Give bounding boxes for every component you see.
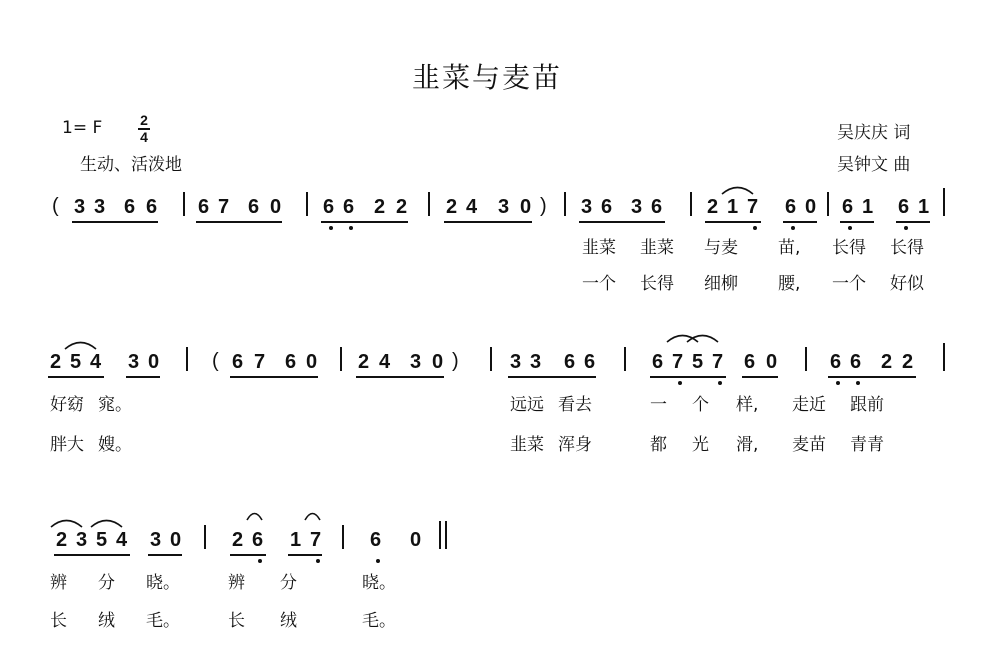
note-digit: 1 bbox=[862, 196, 874, 218]
beam-underline bbox=[126, 376, 160, 378]
note-digit: 6 bbox=[601, 196, 613, 218]
lyric-verse1: 韭菜 bbox=[582, 238, 616, 258]
low-octave-dot bbox=[848, 226, 852, 230]
note-digit: 0 bbox=[805, 196, 817, 218]
note-digit: 3 bbox=[530, 351, 542, 373]
lyric-verse1: 与麦 bbox=[704, 238, 738, 258]
lyric-verse2: 青青 bbox=[850, 435, 884, 455]
lyric-verse1: 分 bbox=[98, 573, 115, 593]
lyric-verse2: 长 bbox=[228, 611, 245, 631]
note-digit: 5 bbox=[692, 351, 704, 373]
lyric-verse2: 细柳 bbox=[704, 274, 738, 294]
note-digit: 3 bbox=[150, 529, 162, 551]
beam-underline bbox=[579, 221, 665, 223]
note-digit: 1 bbox=[727, 196, 739, 218]
lyric-verse2: 滑, bbox=[736, 435, 759, 455]
note-digit: 6 bbox=[842, 196, 854, 218]
note-digit: 6 bbox=[343, 196, 355, 218]
note-digit: 7 bbox=[747, 196, 759, 218]
lyric-verse2: 一个 bbox=[832, 274, 866, 294]
bar-line bbox=[342, 525, 344, 549]
note-digit: 7 bbox=[310, 529, 322, 551]
low-octave-dot bbox=[904, 226, 908, 230]
note-digit: 0 bbox=[520, 196, 532, 218]
composer-credit: 吴钟文 曲 bbox=[837, 155, 911, 175]
note-digit: 3 bbox=[74, 196, 86, 218]
note-digit: 0 bbox=[170, 529, 182, 551]
note-digit: 6 bbox=[830, 351, 842, 373]
bar-line bbox=[943, 343, 945, 371]
low-octave-dot bbox=[376, 559, 380, 563]
lyric-verse2: 绒 bbox=[98, 611, 115, 631]
lyric-verse2: 韭菜 bbox=[510, 435, 544, 455]
beam-underline bbox=[742, 376, 778, 378]
note-digit: 6 bbox=[744, 351, 756, 373]
lyric-verse1: 走近 bbox=[792, 395, 826, 415]
lyric-verse1: 韭菜 bbox=[640, 238, 674, 258]
lyric-verse1: 样, bbox=[736, 395, 759, 415]
lyric-verse2: 腰, bbox=[778, 274, 801, 294]
beam-underline bbox=[230, 376, 318, 378]
lyric-verse2: 一个 bbox=[582, 274, 616, 294]
note-digit: 0 bbox=[270, 196, 282, 218]
note-digit: 6 bbox=[584, 351, 596, 373]
time-signature-numerator: 2 bbox=[140, 112, 148, 128]
note-digit: 6 bbox=[198, 196, 210, 218]
lyric-verse2: 都 bbox=[650, 435, 667, 455]
beam-underline bbox=[230, 554, 266, 556]
note-digit: 6 bbox=[370, 529, 382, 551]
lyric-verse1: 好窈 bbox=[50, 395, 84, 415]
note-digit: 3 bbox=[498, 196, 510, 218]
note-digit: 6 bbox=[898, 196, 910, 218]
note-digit: 0 bbox=[766, 351, 778, 373]
slur-mark bbox=[303, 509, 322, 521]
bar-line bbox=[690, 192, 692, 216]
beam-underline bbox=[321, 221, 408, 223]
bar-line bbox=[490, 347, 492, 371]
slur-mark bbox=[720, 183, 755, 195]
note-digit: 0 bbox=[410, 529, 422, 551]
bar-line bbox=[340, 347, 342, 371]
note-digit: 5 bbox=[70, 351, 82, 373]
note-digit: 6 bbox=[146, 196, 158, 218]
note-digit: 3 bbox=[510, 351, 522, 373]
low-octave-dot bbox=[856, 381, 860, 385]
note-digit: 2 bbox=[374, 196, 386, 218]
note-digit: 7 bbox=[712, 351, 724, 373]
note-digit: 3 bbox=[128, 351, 140, 373]
lyric-verse2: 嫂。 bbox=[98, 435, 132, 455]
slur-mark bbox=[245, 509, 264, 521]
lyric-verse1: 晓。 bbox=[362, 573, 396, 593]
note-digit: 2 bbox=[881, 351, 893, 373]
low-octave-dot bbox=[329, 226, 333, 230]
note-digit: 3 bbox=[76, 529, 88, 551]
lyric-verse1: 远远 bbox=[510, 395, 544, 415]
beam-underline bbox=[288, 554, 322, 556]
note-digit: 7 bbox=[218, 196, 230, 218]
close-paren: ) bbox=[540, 195, 547, 217]
beam-underline bbox=[48, 376, 104, 378]
time-signature-denominator: 4 bbox=[140, 129, 148, 145]
note-digit: 6 bbox=[124, 196, 136, 218]
lyric-verse2: 毛。 bbox=[146, 611, 180, 631]
lyric-verse1: 辨 bbox=[50, 573, 67, 593]
note-digit: 6 bbox=[285, 351, 297, 373]
note-digit: 6 bbox=[651, 196, 663, 218]
note-digit: 2 bbox=[358, 351, 370, 373]
lyric-verse2: 胖大 bbox=[50, 435, 84, 455]
slur-mark bbox=[63, 338, 98, 350]
note-digit: 6 bbox=[652, 351, 664, 373]
slur-mark bbox=[685, 331, 720, 343]
note-digit: 2 bbox=[902, 351, 914, 373]
note-digit: 2 bbox=[446, 196, 458, 218]
lyric-verse1: 窕。 bbox=[98, 395, 132, 415]
note-digit: 0 bbox=[306, 351, 318, 373]
lyric-verse1: 个 bbox=[692, 395, 709, 415]
lyric-verse2: 长 bbox=[50, 611, 67, 631]
note-digit: 1 bbox=[918, 196, 930, 218]
note-digit: 0 bbox=[432, 351, 444, 373]
bar-line bbox=[306, 192, 308, 216]
beam-underline bbox=[54, 554, 130, 556]
note-digit: 6 bbox=[252, 529, 264, 551]
note-digit: 3 bbox=[631, 196, 643, 218]
note-digit: 6 bbox=[232, 351, 244, 373]
bar-line bbox=[564, 192, 566, 216]
song-title: 韭菜与麦苗 bbox=[412, 61, 563, 94]
open-paren: ( bbox=[212, 350, 219, 372]
low-octave-dot bbox=[316, 559, 320, 563]
beam-underline bbox=[705, 221, 761, 223]
low-octave-dot bbox=[718, 381, 722, 385]
bar-line bbox=[624, 347, 626, 371]
lyric-verse2: 绒 bbox=[280, 611, 297, 631]
low-octave-dot bbox=[836, 381, 840, 385]
note-digit: 3 bbox=[581, 196, 593, 218]
note-digit: 2 bbox=[50, 351, 62, 373]
slur-mark bbox=[89, 516, 124, 528]
bar-line bbox=[439, 521, 441, 549]
low-octave-dot bbox=[791, 226, 795, 230]
lyric-verse2: 好似 bbox=[890, 274, 924, 294]
lyric-verse1: 晓。 bbox=[146, 573, 180, 593]
lyric-verse2: 麦苗 bbox=[792, 435, 826, 455]
note-digit: 0 bbox=[148, 351, 160, 373]
note-digit: 1 bbox=[290, 529, 302, 551]
note-digit: 4 bbox=[379, 351, 391, 373]
note-digit: 2 bbox=[396, 196, 408, 218]
note-digit: 6 bbox=[785, 196, 797, 218]
beam-underline bbox=[508, 376, 596, 378]
beam-underline bbox=[356, 376, 444, 378]
key-signature: 1= F bbox=[62, 118, 103, 138]
lyric-verse2: 长得 bbox=[640, 274, 674, 294]
note-digit: 4 bbox=[90, 351, 102, 373]
note-digit: 6 bbox=[248, 196, 260, 218]
beam-underline bbox=[444, 221, 532, 223]
note-digit: 7 bbox=[672, 351, 684, 373]
lyric-verse2: 浑身 bbox=[558, 435, 592, 455]
lyric-verse1: 一 bbox=[650, 395, 667, 415]
note-digit: 4 bbox=[466, 196, 478, 218]
note-digit: 6 bbox=[323, 196, 335, 218]
note-digit: 2 bbox=[56, 529, 68, 551]
note-digit: 6 bbox=[850, 351, 862, 373]
bar-line bbox=[943, 188, 945, 216]
lyric-verse1: 苗, bbox=[778, 238, 801, 258]
note-digit: 5 bbox=[96, 529, 108, 551]
low-octave-dot bbox=[349, 226, 353, 230]
bar-line bbox=[428, 192, 430, 216]
lyric-verse2: 毛。 bbox=[362, 611, 396, 631]
lyric-verse1: 长得 bbox=[890, 238, 924, 258]
open-paren: ( bbox=[52, 195, 59, 217]
note-digit: 3 bbox=[410, 351, 422, 373]
bar-line bbox=[204, 525, 206, 549]
lyricist-credit: 吴庆庆 词 bbox=[837, 123, 911, 143]
lyric-verse1: 跟前 bbox=[850, 395, 884, 415]
lyric-verse1: 辨 bbox=[228, 573, 245, 593]
note-digit: 6 bbox=[564, 351, 576, 373]
note-digit: 7 bbox=[254, 351, 266, 373]
slur-mark bbox=[49, 516, 84, 528]
note-digit: 3 bbox=[94, 196, 106, 218]
low-octave-dot bbox=[258, 559, 262, 563]
bar-line bbox=[445, 521, 447, 549]
lyric-verse2: 光 bbox=[692, 435, 709, 455]
lyric-verse1: 长得 bbox=[832, 238, 866, 258]
tempo-marking: 生动、活泼地 bbox=[80, 155, 182, 175]
beam-underline bbox=[650, 376, 726, 378]
lyric-verse1: 分 bbox=[280, 573, 297, 593]
low-octave-dot bbox=[753, 226, 757, 230]
bar-line bbox=[183, 192, 185, 216]
note-digit: 2 bbox=[232, 529, 244, 551]
lyric-verse1: 看去 bbox=[558, 395, 592, 415]
beam-underline bbox=[148, 554, 182, 556]
beam-underline bbox=[840, 221, 874, 223]
close-paren: ) bbox=[452, 350, 459, 372]
beam-underline bbox=[196, 221, 282, 223]
note-digit: 4 bbox=[116, 529, 128, 551]
bar-line bbox=[827, 192, 829, 216]
beam-underline bbox=[828, 376, 916, 378]
low-octave-dot bbox=[678, 381, 682, 385]
beam-underline bbox=[72, 221, 158, 223]
bar-line bbox=[186, 347, 188, 371]
beam-underline bbox=[896, 221, 930, 223]
bar-line bbox=[805, 347, 807, 371]
beam-underline bbox=[783, 221, 817, 223]
note-digit: 2 bbox=[707, 196, 719, 218]
